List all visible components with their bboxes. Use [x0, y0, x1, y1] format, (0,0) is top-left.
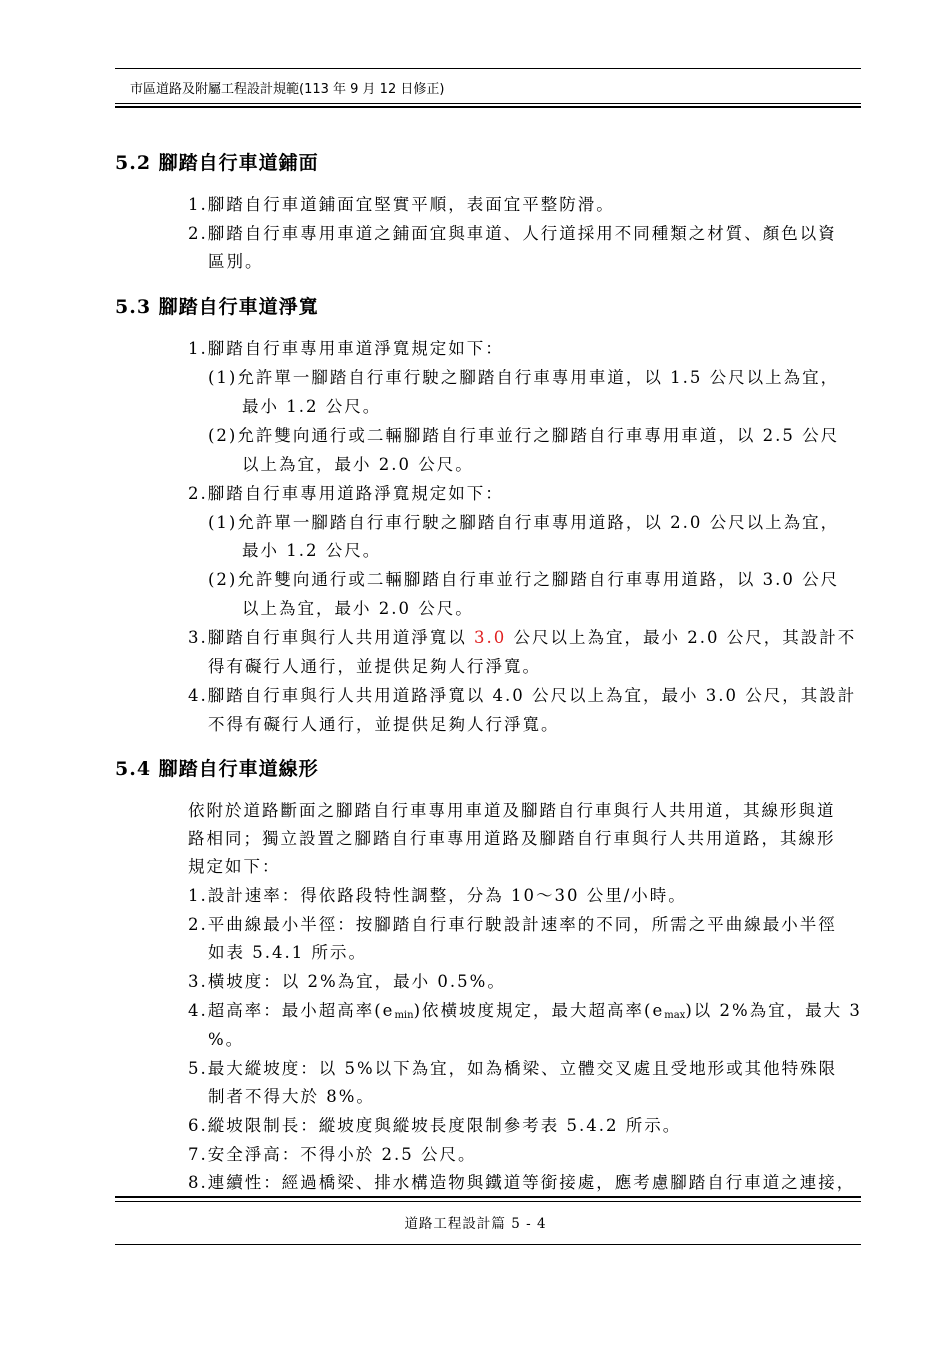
text-span: 3.腳踏自行車與行人共用道淨寬以 — [188, 628, 467, 647]
paragraph-line: 規定如下： — [188, 857, 281, 876]
paragraph-line: 1.設計速率：得依路段特性調整，分為 10～30 公里/小時。 — [188, 886, 687, 905]
paragraph-line: 1.腳踏自行車專用車道淨寬規定如下： — [188, 339, 504, 358]
paragraph-line: (1)允許單一腳踏自行車行駛之腳踏自行車專用道路，以 2.0 公尺以上為宜， — [208, 513, 840, 532]
paragraph-line — [188, 997, 862, 1021]
paragraph-line — [188, 624, 856, 648]
paragraph-line: %。 — [208, 1030, 245, 1049]
paragraph-line: 3.橫坡度：以 2%為宜，最小 0.5%。 — [188, 972, 506, 991]
page-header: 市區道路及附屬工程設計規範(113 年 9 月 12 日修正) — [130, 82, 445, 97]
section-title-5-3: 5.3 腳踏自行車道淨寬 — [115, 296, 319, 318]
paragraph-line: 以上為宜，最小 2.0 公尺。 — [242, 455, 474, 474]
section-title-5-4: 5.4 腳踏自行車道線形 — [115, 758, 319, 780]
paragraph-line: 5.最大縱坡度：以 5%以下為宜，如為橋梁、立體交叉處且受地形或其他特殊限 — [188, 1059, 838, 1078]
paragraph-line: 依附於道路斷面之腳踏自行車專用車道及腳踏自行車與行人共用道，其線形與道 — [188, 801, 836, 820]
header-top-rule — [115, 68, 861, 69]
paragraph-line: (2)允許雙向通行或二輛腳踏自行車並行之腳踏自行車專用車道，以 2.5 公尺 — [208, 426, 840, 445]
paragraph-line: (1)允許單一腳踏自行車行駛之腳踏自行車專用車道，以 1.5 公尺以上為宜， — [208, 368, 840, 387]
paragraph-line: 如表 5.4.1 所示。 — [208, 943, 367, 962]
page-footer: 道路工程設計篇 5 - 4 — [404, 1216, 547, 1232]
footer-rule-2 — [115, 1201, 861, 1202]
text-span: 公尺以上為宜，最小 2.0 公尺，其設計不 — [513, 628, 857, 647]
paragraph-line: (2)允許雙向通行或二輛腳踏自行車並行之腳踏自行車專用道路，以 3.0 公尺 — [208, 570, 840, 589]
header-rule-1 — [115, 103, 861, 104]
text-span: )以 2%為宜，最大 3 — [685, 1001, 862, 1020]
paragraph-line: 最小 1.2 公尺。 — [242, 397, 382, 416]
highlighted-value: 3.0 — [474, 628, 507, 647]
paragraph-line: 7.安全淨高：不得小於 2.5 公尺。 — [188, 1145, 477, 1164]
subscript: min — [394, 1010, 414, 1021]
paragraph-line: 區別。 — [208, 252, 264, 271]
footer-rule-1 — [115, 1196, 861, 1198]
paragraph-line: 8.連續性：經過橋梁、排水構造物與鐵道等銜接處，應考慮腳踏自行車道之連接， — [188, 1173, 856, 1192]
text-span: )依橫坡度規定，最大超高率(e — [413, 1001, 665, 1020]
header-rule-2 — [115, 106, 861, 108]
paragraph-line: 不得有礙行人通行，並提供足夠人行淨寬。 — [208, 715, 560, 734]
paragraph-line: 2.平曲線最小半徑：按腳踏自行車行駛設計速率的不同，所需之平曲線最小半徑 — [188, 915, 837, 934]
paragraph-line: 得有礙行人通行，並提供足夠人行淨寬。 — [208, 657, 541, 676]
paragraph-line: 路相同；獨立設置之腳踏自行車專用道路及腳踏自行車與行人共用道路，其線形 — [188, 829, 836, 848]
footer-bottom-rule — [115, 1244, 861, 1245]
paragraph-line: 2.腳踏自行車專用車道之鋪面宜與車道、人行道採用不同種類之材質、顏色以資 — [188, 224, 837, 243]
paragraph-line: 以上為宜，最小 2.0 公尺。 — [242, 599, 474, 618]
text-span: 4.超高率：最小超高率(e — [188, 1001, 395, 1020]
paragraph-line: 制者不得大於 8%。 — [208, 1087, 375, 1106]
paragraph-line: 1.腳踏自行車道鋪面宜堅實平順，表面宜平整防滑。 — [188, 195, 615, 214]
subscript: max — [664, 1010, 686, 1021]
paragraph-line: 2.腳踏自行車專用道路淨寬規定如下： — [188, 484, 504, 503]
paragraph-line: 6.縱坡限制長：縱坡度與縱坡長度限制參考表 5.4.2 所示。 — [188, 1116, 682, 1135]
section-title-5-2: 5.2 腳踏自行車道鋪面 — [115, 152, 319, 174]
paragraph-line: 4.腳踏自行車與行人共用道路淨寬以 4.0 公尺以上為宜，最小 3.0 公尺，其設計 — [188, 686, 857, 705]
paragraph-line: 最小 1.2 公尺。 — [242, 541, 382, 560]
